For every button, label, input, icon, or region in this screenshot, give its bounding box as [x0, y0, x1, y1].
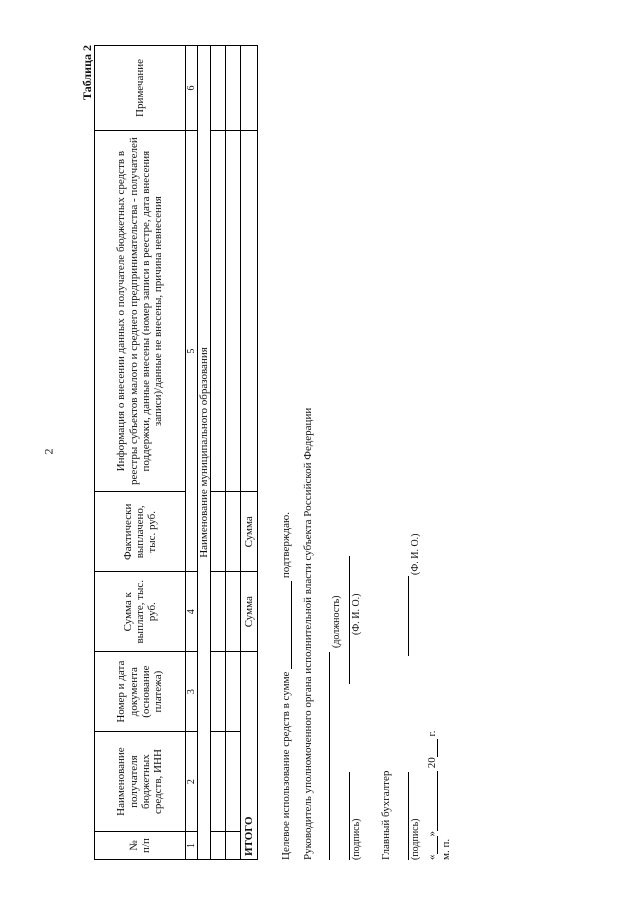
rotated-document — [80, 45, 640, 860]
table-row — [211, 46, 226, 860]
report-table — [94, 45, 258, 860]
head-title: Руководитель уполномоченного органа исполнительной власти субъекта Российской Федерации — [302, 407, 314, 860]
total-label: ИТОГО — [241, 652, 258, 860]
header-sum-to-pay: Сумма к выплате, тыс. руб. — [95, 572, 186, 652]
page-number: 2 — [41, 448, 56, 455]
position-caption: (должность) — [331, 595, 342, 648]
accountant-signature-caption: (подпись) — [410, 818, 421, 860]
header-registry-info: Информация о внесении данных о получателе бюджетных средств в реестры субъектов малого и среднего предпринимательства - получателей поддержки, данные внесены (номер записи в реестре, дата внесения записи)/данные не внесены, причина невнесения — [95, 130, 186, 491]
header-note: Примечание — [95, 46, 186, 131]
table-label: Таблица 2 — [80, 45, 94, 100]
signature-caption: (подпись) — [351, 818, 362, 860]
accountant-signature-line — [397, 772, 409, 860]
col-num-2: 2 — [186, 732, 198, 832]
municipality-label: Наименование муниципального образования — [198, 46, 211, 860]
date-line: «» 20 г. — [426, 730, 438, 860]
stamp-place: м. п. — [440, 838, 452, 860]
column-numbers-row — [186, 46, 198, 860]
fio-blank-line — [338, 557, 350, 685]
total-sum-to-pay: Сумма — [241, 572, 258, 652]
col-num-5: 5 — [186, 130, 198, 571]
signature-blank-line — [338, 772, 350, 860]
municipality-row — [198, 46, 211, 860]
col-num-4: 4 — [186, 572, 198, 652]
col-num-6: 6 — [186, 46, 198, 131]
accountant-fio-line — [397, 577, 409, 657]
col-num-1: 1 — [186, 832, 198, 860]
position-blank-line — [318, 652, 330, 860]
accountant-fio-caption: (Ф. И. О.) — [410, 533, 421, 575]
sum-blank-line — [280, 581, 292, 669]
header-actually-paid: Фактически выплачено, тыс. руб. — [95, 492, 186, 572]
header-recipient: Наименование получателя бюджетных средств, ИНН — [95, 732, 186, 832]
total-row — [241, 46, 258, 860]
total-actually-paid: Сумма — [241, 492, 258, 572]
fio-caption: (Ф. И. О.) — [351, 593, 362, 635]
col-num-3: 3 — [186, 652, 198, 732]
header-document: Номер и дата документа (основание платежа) — [95, 652, 186, 732]
confirm-prefix: Целевое использование средств в сумме — [280, 671, 292, 860]
table-row — [226, 46, 241, 860]
confirm-suffix: подтверждаю. — [280, 512, 292, 579]
accountant-title: Главный бухгалтер — [380, 770, 392, 860]
header-number: № п/п — [95, 832, 186, 860]
table-header-row — [95, 46, 186, 860]
